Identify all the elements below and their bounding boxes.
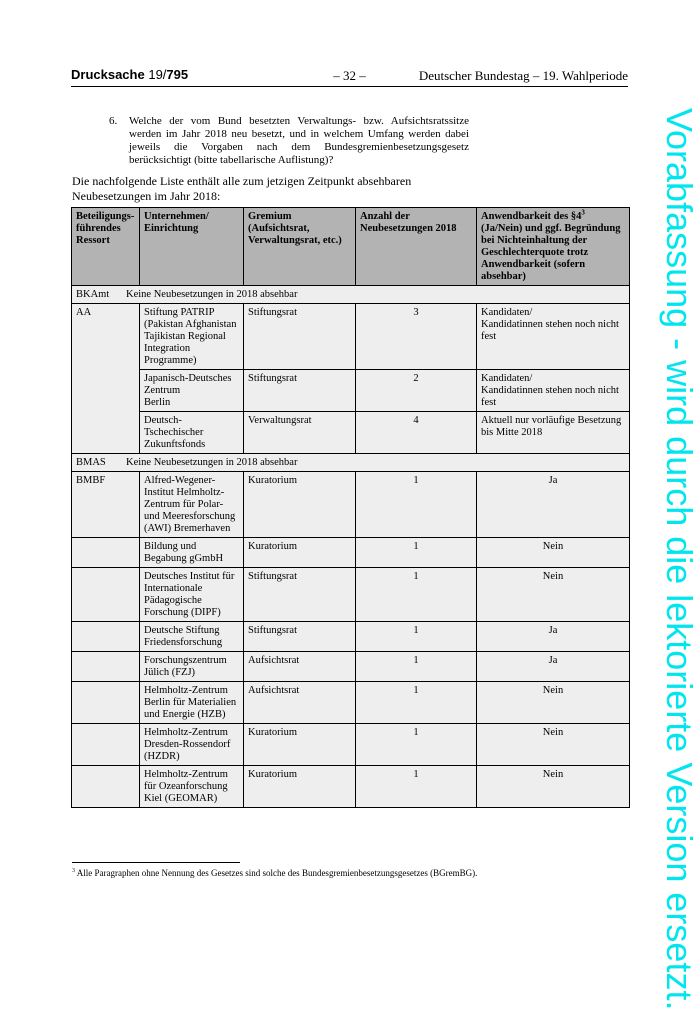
ressort-cell: AA bbox=[72, 304, 140, 454]
table-row: BMBF Alfred-Wegener-Institut Helmholtz-Zentrum für Polar- und Meeresforschung (AWI) Bremerhaven Kuratorium 1 Ja bbox=[72, 472, 630, 538]
table-row: Bildung und Begabung gGmbH Kuratorium 1 Nein bbox=[72, 538, 630, 568]
footnote-divider bbox=[72, 862, 240, 863]
question-block bbox=[109, 115, 469, 167]
col-header-anzahl: Anzahl der Neubesetzungen 2018 bbox=[356, 208, 477, 286]
doc-number: Drucksache 19/795 bbox=[71, 67, 189, 82]
appointments-table bbox=[71, 207, 630, 808]
table-row: Helmholtz-Zentrum Dresden-Rossendorf (HZDR) Kuratorium 1 Nein bbox=[72, 724, 630, 766]
question-text: Welche der vom Bund besetzten Verwaltungs- bzw. Aufsichtsratssitze werden im Jahr 2018 neu besetzt, und in welchem Umfang werden dabei jeweils die Vorgaben nach dem Bundesgremienbesetzungsgesetz berücksichtigt (bitte tabellarische Auflistung)? bbox=[129, 115, 469, 166]
table-row: Deutsch-Tschechischer Zukunftsfonds Verwaltungsrat 4 Aktuell nur vorläufige Besetzung bis Mitte 2018 bbox=[72, 412, 630, 454]
ressort-cell: BMBF bbox=[72, 472, 140, 538]
section-row-bkamt: BKAmt Keine Neubesetzungen in 2018 absehbar bbox=[72, 286, 630, 304]
publisher: Deutscher Bundestag – 19. Wahlperiode bbox=[418, 68, 628, 83]
table-row: Forschungszentrum Jülich (FZJ) Aufsichtsrat 1 Ja bbox=[72, 652, 630, 682]
question-number: 6. bbox=[109, 115, 118, 127]
table-row: Deutsches Institut für Internationale Pädagogische Forschung (DIPF) Stiftungsrat 1 Nein bbox=[72, 568, 630, 622]
col-header-gremium: Gremium (Aufsichtsrat, Verwaltungsrat, etc.) bbox=[244, 208, 356, 286]
table-header-row bbox=[72, 208, 630, 286]
table-row: AA Stiftung PATRIP (Pakistan Afghanistan Tajikistan Regional Integration Programme) Stiftungsrat 3 Kandidaten/ Kandidatinnen stehen noch nicht fest bbox=[72, 304, 630, 370]
footnote-marker: 3 bbox=[581, 208, 585, 217]
section-row-bmas: BMAS Keine Neubesetzungen in 2018 absehbar bbox=[72, 454, 630, 472]
page-header bbox=[71, 66, 628, 87]
col-header-unternehmen: Unternehmen/ Einrichtung bbox=[140, 208, 244, 286]
intro-text: Die nachfolgende Liste enthält alle zum jetzigen Zeitpunkt absehbaren Neubesetzungen im Jahr 2018: bbox=[72, 174, 412, 203]
table-row: Helmholtz-Zentrum für Ozeanforschung Kiel (GEOMAR) Kuratorium 1 Nein bbox=[72, 766, 630, 808]
footnote: $^3$ Alle Paragraphen ohne Nennung des Gesetzes sind solche des Bundesgremienbesetzungsgesetzes (BGremBG). bbox=[72, 868, 478, 878]
draft-watermark: Vorabfassung - wird durch die lektorierte Version ersetzt. bbox=[659, 108, 700, 1010]
table-row: Helmholtz-Zentrum Berlin für Materialien und Energie (HZB) Aufsichtsrat 1 Nein bbox=[72, 682, 630, 724]
table-row: Deutsche Stiftung Friedensforschung Stiftungsrat 1 Ja bbox=[72, 622, 630, 652]
col-header-ressort: Beteiligungs-führendes Ressort bbox=[72, 208, 140, 286]
table-row: Japanisch-Deutsches Zentrum Berlin Stiftungsrat 2 Kandidaten/ Kandidatinnen stehen noch nicht fest bbox=[72, 370, 630, 412]
col-header-anwendbarkeit: Anwendbarkeit des $\S 4^3$ (Ja/Nein) und ggf. Begründung bei Nichteinhaltung der Geschlechterquote trotz Anwendbarkeit (sofern absehbar) bbox=[477, 208, 630, 286]
page-number: – 32 – bbox=[333, 68, 366, 83]
